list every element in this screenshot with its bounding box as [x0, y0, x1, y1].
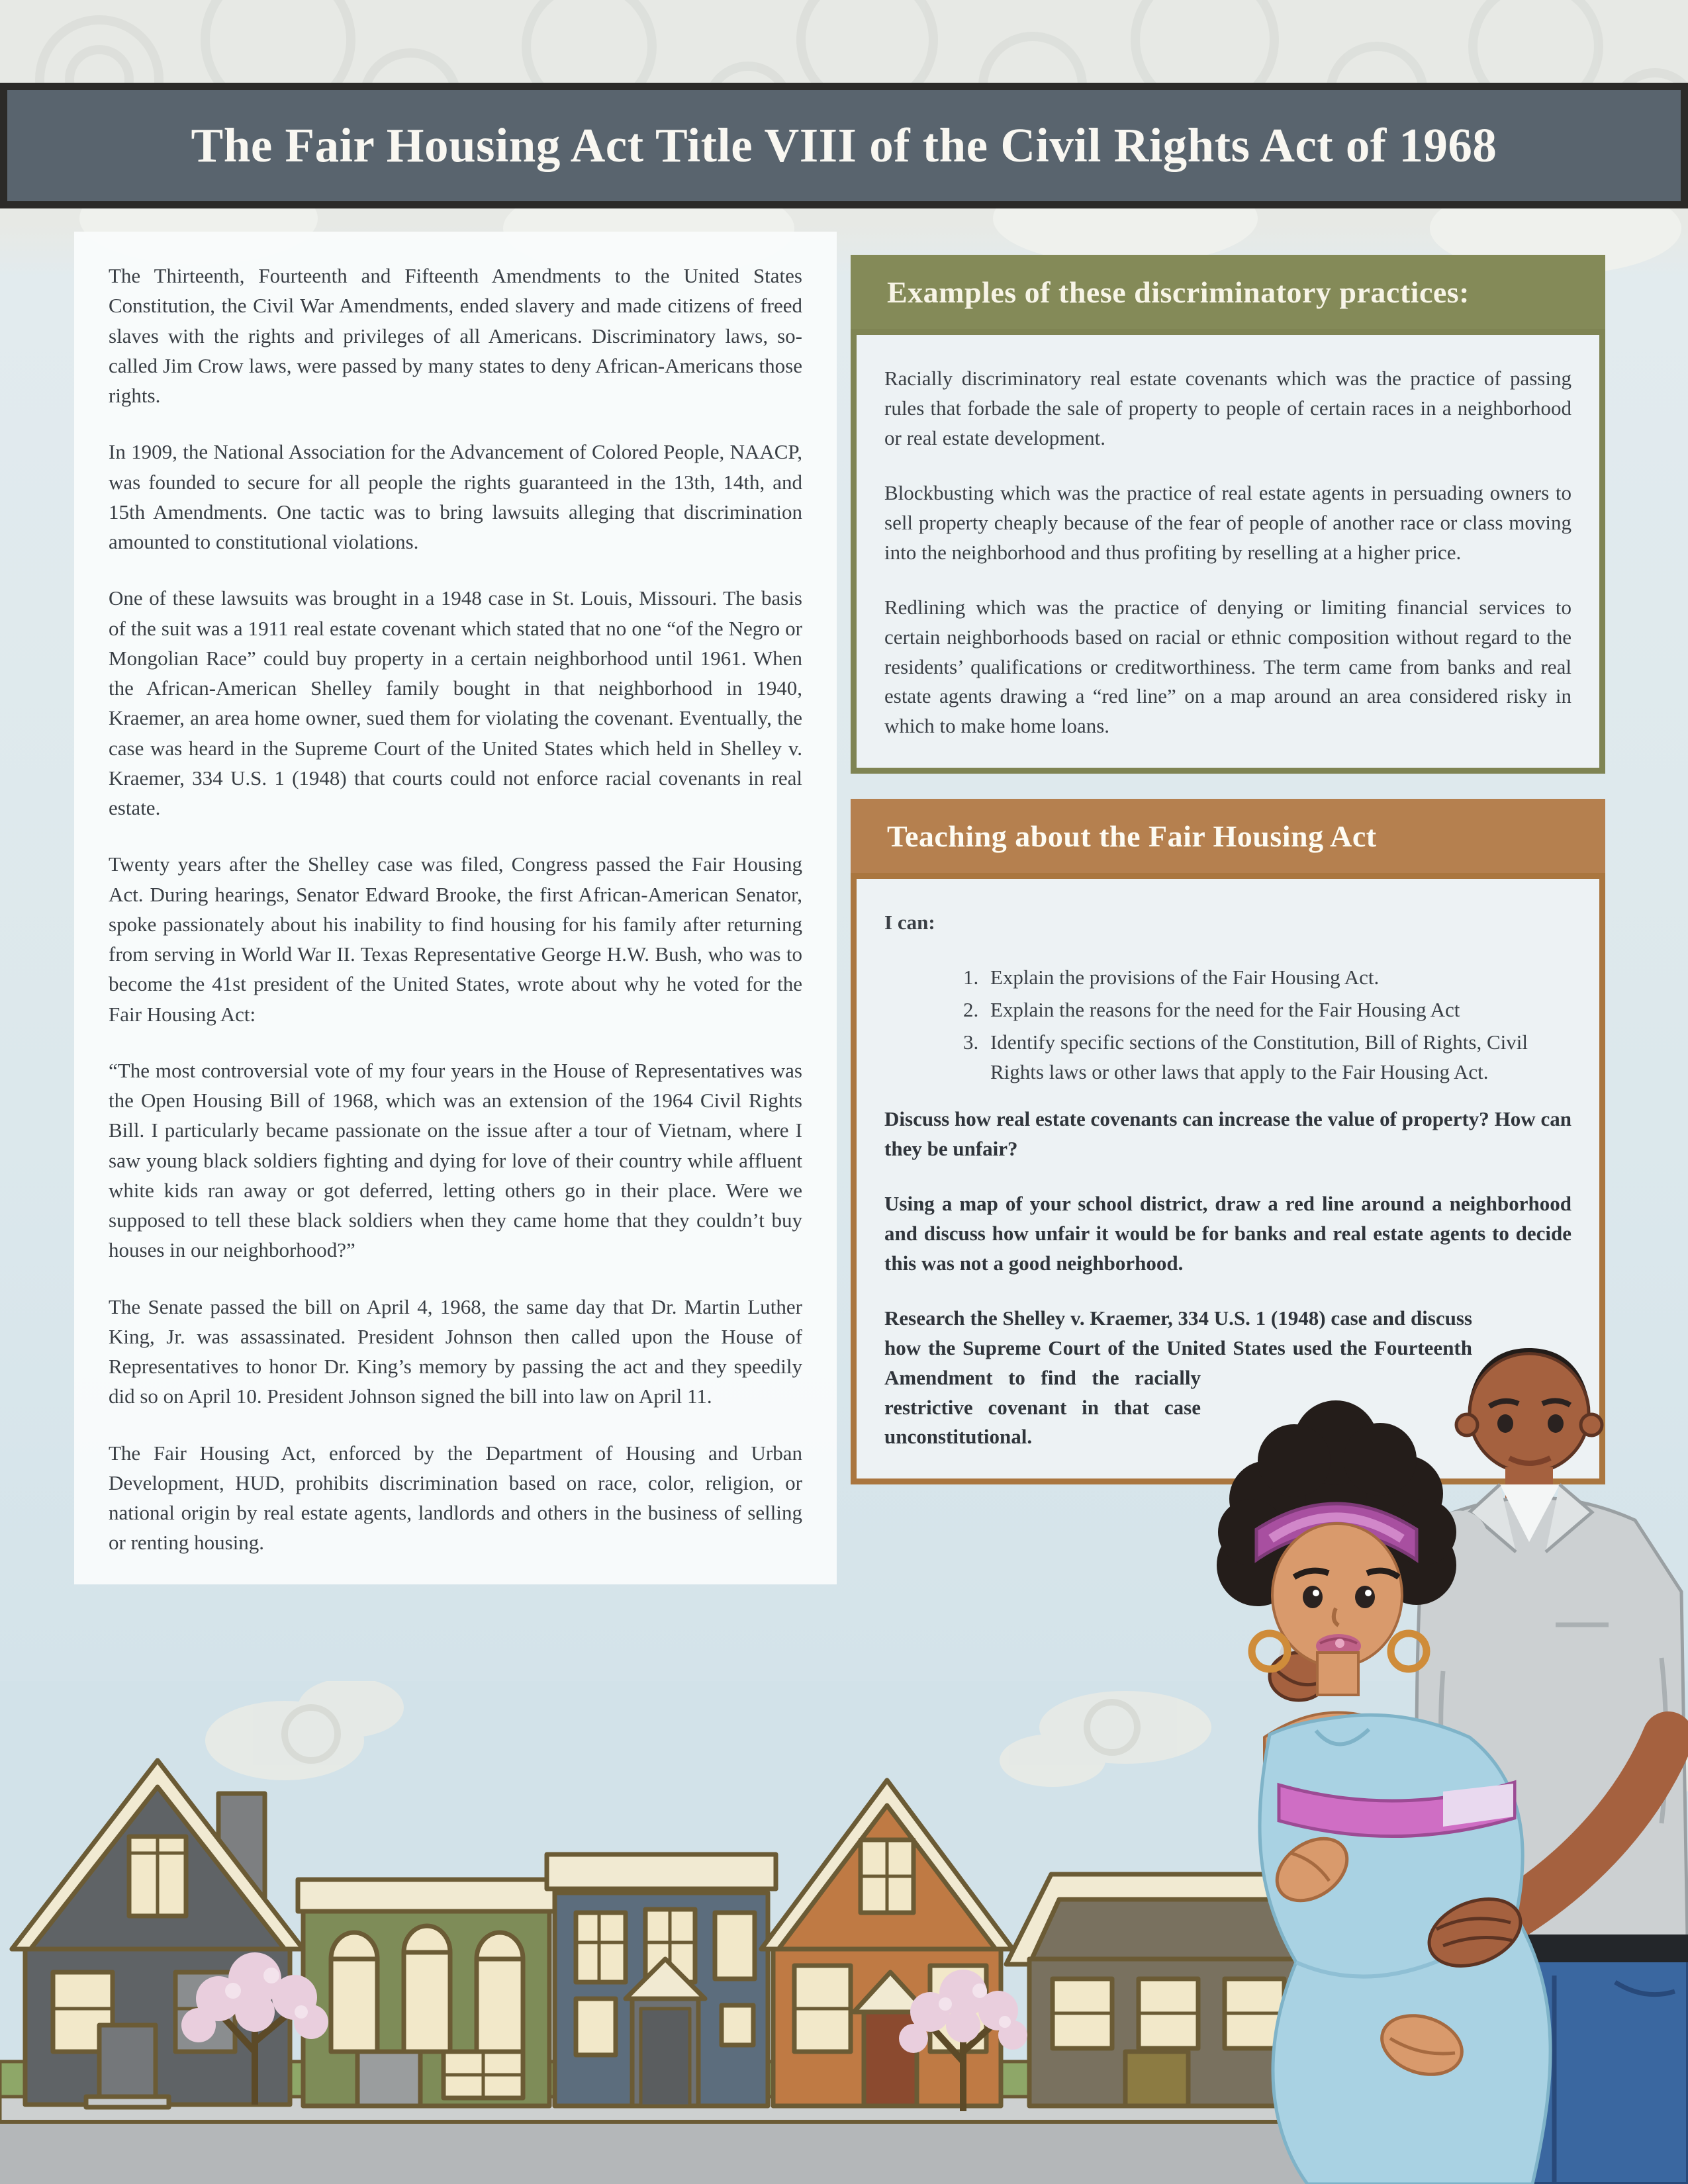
discriminatory-practices-title: Examples of these discriminatory practices:	[887, 275, 1470, 309]
objective-item: 2. Explain the reasons for the need for the Fair Housing Act	[984, 995, 1571, 1025]
article-paragraph: In 1909, the National Association for the Advancement of Colored People, NAACP, was founded to secure for all people the rights guaranteed in the 13th, 14th, and 15th Amendments. One tactic was to bring lawsuits alleging that discrimination amounted to constitutional violations.	[109, 440, 802, 553]
article-paragraph: The Fair Housing Act, enforced by the Department of Housing and Urban Development, HUD, prohibits discrimination based on race, color, religion, or national origin by real estate agents, landlords and others in the business of selling or renting housing.	[109, 1441, 802, 1555]
expecting-couple-illustration	[1158, 1314, 1688, 2184]
title-bar	[0, 83, 1688, 208]
practice-redlining: Redlining which was the practice of denying or limiting financial services to certain neighborhoods based on racial or ethnic composition without regard to the residents’ qualifications or creditworthiness. The term came from banks and real estate agents drawing a “red line” on a map around an area considered risky in which to make home loans.	[884, 595, 1571, 738]
article-paragraph: One of these lawsuits was brought in a 1948 case in St. Louis, Missouri. The basis of the suit was a 1911 real estate covenant which stated that no one “of the Negro or Mongolian Race” could buy property in a certain neighborhood until 1961. When the African-American Shelley family bought in that neighborhood in 1940, Kraemer, an area home owner, sued them for violating the covenant. Eventually, the case was heard in the Supreme Court of the United States which held in Shelley v. Kraemer, 334 U.S. 1 (1948) that courts could not enforce racial covenants in real estate.	[109, 586, 802, 819]
prompt-covenants-value: Discuss how real estate covenants can increase the value of property? How can they be unfair?	[884, 1107, 1571, 1160]
objectives-list	[884, 963, 1571, 1087]
article-paragraph: The Thirteenth, Fourteenth and Fifteenth Amendments to the United States Constitution, the Civil War Amendments, ended slavery and made citizens of freed slaves with the rights and privileges of all Americans. Discriminatory laws, so-called Jim Crow laws, were passed by many states to deny African-Americans those rights.	[109, 264, 802, 407]
article-paragraph: Twenty years after the Shelley case was filed, Congress passed the Fair Housing Act. During hearings, Senator Edward Brooke, the first African-American Senator, spoke passionately about his inability to find housing for his family after returning from serving in World War II. Texas Representative George H.W. Bush, who was to become the 41st president of the United States, wrote about why he voted for the Fair Housing Act:	[109, 852, 802, 1026]
practice-blockbusting: Blockbusting which was the practice of real estate agents in persuading owners to sell property cheaply because of the fear of people of another race or class moving into the neighborhood and thus profiting by reselling at a higher price.	[884, 480, 1571, 564]
objective-item: 1. Explain the provisions of the Fair Housing Act.	[984, 963, 1571, 993]
article-paragraph: “The most controversial vote of my four years in the House of Representatives was the Open Housing Bill of 1968, which was an extension of the 1964 Civil Rights Bill. I particularly became passionate on the issue after a tour of Vietnam, where I saw young black soldiers fighting and dying for love of their country while affluent white kids ran away or got deferred, letting others go in their place. Were we supposed to tell these black soldiers when they came home that they couldn’t buy houses in our neighborhood?”	[109, 1058, 802, 1262]
i-can-label: I can:	[884, 911, 935, 934]
discriminatory-practices-box	[851, 255, 1605, 774]
page-title: The Fair Housing Act Title VIII of the Civil Rights Act of 1968	[191, 118, 1497, 172]
main-article-panel	[74, 232, 837, 1584]
prompt-red-line-map: Using a map of your school district, draw a red line around a neighborhood and discuss how unfair it would be for banks and real estate agents to decide this was not a good neighborhood.	[884, 1191, 1571, 1275]
article-paragraph: The Senate passed the bill on April 4, 1968, the same day that Dr. Martin Luther King, Jr. was assassinated. President Johnson then called upon the House of Representatives to honor Dr. King’s memory by passing the act and they speedily did so on April 10. President Johnson signed the bill into law on April 11.	[109, 1295, 802, 1408]
objective-item: 3. Identify specific sections of the Constitution, Bill of Rights, Civil Rights laws or other laws that apply to the Fair Housing Act.	[984, 1028, 1571, 1087]
discriminatory-practices-body	[851, 329, 1605, 774]
teaching-header	[851, 799, 1605, 873]
practice-covenants: Racially discriminatory real estate covenants which was the practice of passing rules that forbade the sale of property to people of certain races in a neighborhood or real estate development.	[884, 367, 1571, 449]
prompt-research-shelley: Research the Shelley v. Kraemer, 334 U.S. 1 (1948) case and discuss how the Supreme Court of the United States used the Fourteenth Amendment to find the racially restrictive covenant in that case unconstitutional.	[884, 1306, 1472, 1449]
discriminatory-practices-header	[851, 255, 1605, 329]
teaching-title: Teaching about the Fair Housing Act	[887, 819, 1377, 853]
